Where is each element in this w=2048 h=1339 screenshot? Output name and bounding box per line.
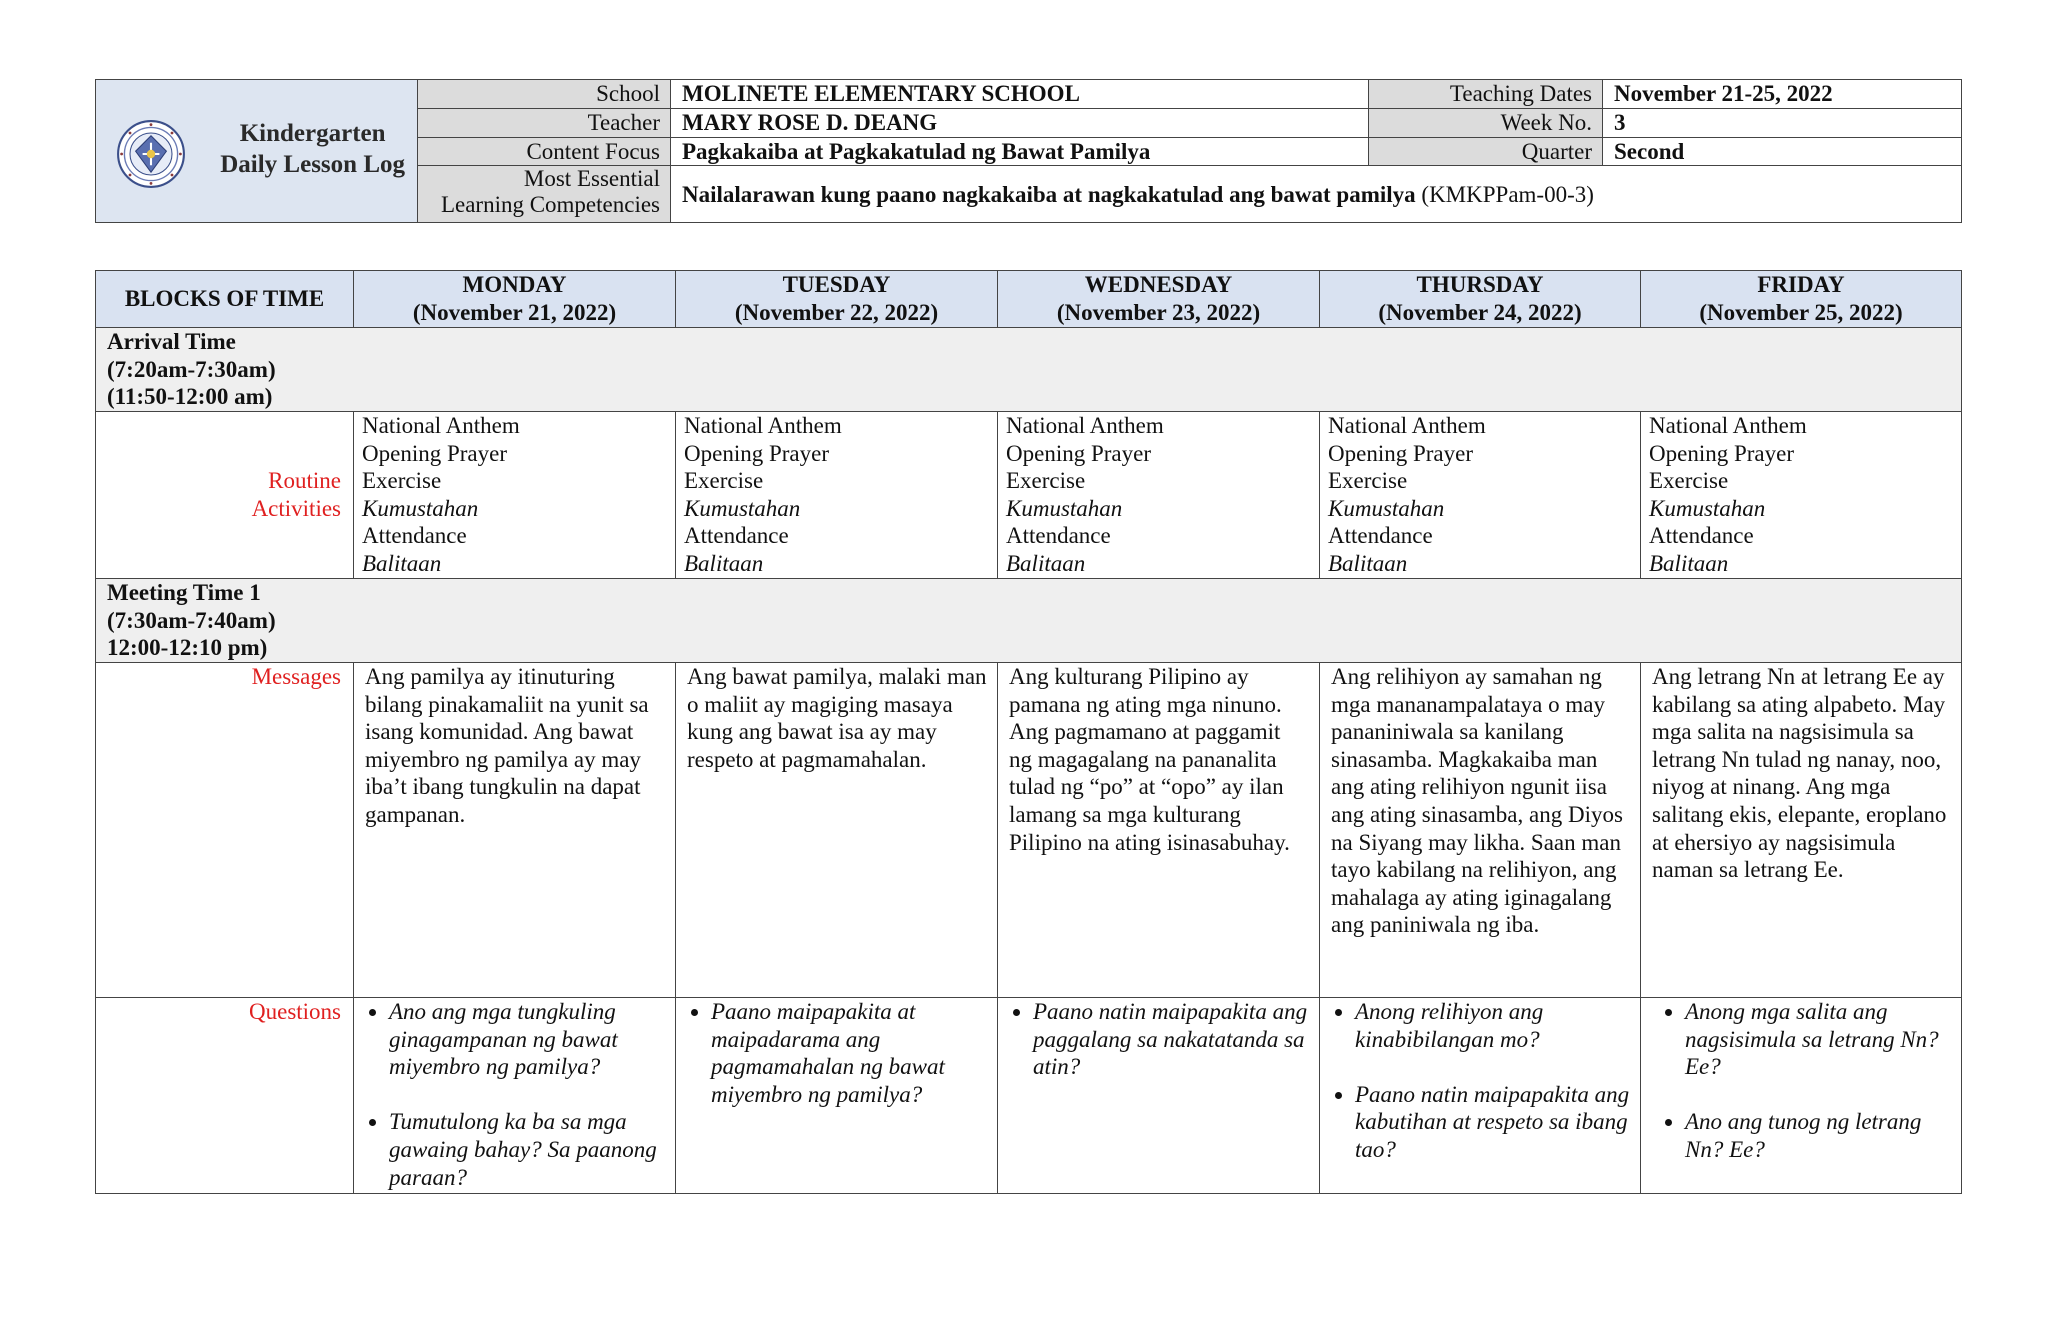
question-list xyxy=(684,998,989,1108)
day-name: THURSDAY xyxy=(1416,272,1544,297)
message-thursday: Ang relihiyon ay samahan ng mga mananampalataya o may pananiniwala sa kanilang sinasamba. Magkakaiba man ang ating relihiyon ngunit iisa ang ating sinasamba, ang Diyos na Siyang may likha. Saan man tayo kabilang na relihiyon, ang mahalaga ay ating iginagalang ang paniniwala ng iba. xyxy=(1320,663,1641,998)
section-time: 12:00-12:10 pm) xyxy=(107,635,268,661)
question-list xyxy=(1328,998,1632,1164)
routine-item: Kumustahan xyxy=(1006,495,1123,521)
routine-item: Attendance xyxy=(362,523,467,549)
routine-item: Kumustahan xyxy=(362,495,479,521)
question-item: • Anong relihiyon ang kinabibilangan mo? xyxy=(1355,998,1632,1053)
teaching-dates-label: Teaching Dates xyxy=(1369,80,1603,109)
questions-wednesday xyxy=(998,998,1320,1194)
routine-item: Attendance xyxy=(1006,523,1111,549)
routine-item: Balitaan xyxy=(362,550,442,576)
routine-item: Exercise xyxy=(1328,468,1408,494)
label-line: Routine xyxy=(268,468,341,494)
question-item: • Ano ang tunog ng letrang Nn? Ee? xyxy=(1685,1108,1953,1163)
melc-label-line1: Most Essential xyxy=(523,166,660,192)
teacher-label: Teacher xyxy=(418,108,671,137)
routine-item: Opening Prayer xyxy=(1649,440,1794,466)
content-focus-label: Content Focus xyxy=(418,137,671,166)
message-tuesday: Ang bawat pamilya, malaki man o maliit ay magiging masaya kung ang bawat isa ay may respeto at pagmamahalan. xyxy=(676,663,998,998)
day-date: (November 23, 2022) xyxy=(1056,300,1261,325)
routine-item: Opening Prayer xyxy=(684,440,829,466)
routine-cell-wednesday xyxy=(998,412,1320,579)
title-line1: Kindergarten xyxy=(239,120,386,147)
message-wednesday: Ang kulturang Pilipino ay pamana ng ating mga ninuno. Ang pagmamano at paggamit ng magagalang na pananalita tulad ng “po” at “opo” ay ilan lamang sa mga kulturang Pilipino na ating isinasabuhay. xyxy=(998,663,1320,998)
teaching-dates-value: November 21-25, 2022 xyxy=(1603,80,1962,109)
questions-thursday xyxy=(1320,998,1641,1194)
routine-item: National Anthem xyxy=(1006,413,1164,438)
day-header-thursday xyxy=(1320,271,1641,328)
questions-tuesday xyxy=(676,998,998,1194)
week-value: 3 xyxy=(1603,108,1962,137)
melc-label xyxy=(418,166,671,223)
deped-seal-icon xyxy=(116,119,186,189)
week-label: Week No. xyxy=(1369,108,1603,137)
routine-item: Kumustahan xyxy=(1649,495,1766,521)
routine-item: Attendance xyxy=(1649,523,1754,549)
day-date: (November 21, 2022) xyxy=(412,300,617,325)
questions-friday xyxy=(1641,998,1962,1194)
routine-item: Balitaan xyxy=(1649,550,1729,576)
quarter-value: Second xyxy=(1603,137,1962,166)
routine-item: Kumustahan xyxy=(684,495,801,521)
routine-item: National Anthem xyxy=(1649,413,1807,438)
message-monday: Ang pamilya ay itinuturing bilang pinakamaliit na yunit sa isang komunidad. Ang bawat miyembro ng pamilya ay may iba’t ibang tungkulin na dapat gampanan. xyxy=(354,663,676,998)
routine-item: Attendance xyxy=(684,523,789,549)
day-name: TUESDAY xyxy=(782,272,891,297)
routine-activities-label xyxy=(96,412,354,579)
routine-cell-monday xyxy=(354,412,676,579)
questions-monday xyxy=(354,998,676,1194)
routine-item: National Anthem xyxy=(684,413,842,438)
message-friday: Ang letrang Nn at letrang Ee ay kabilang sa ating alpabeto. May mga salita na nagsisimula sa letrang Nn tulad ng nanay, noo, niyog at ninang. Ang mga salitang ekis, elepante, eroplano at ehersiyo ay nagsisimula naman sa letrang Ee. xyxy=(1641,663,1962,998)
title-line2: Daily Lesson Log xyxy=(220,151,405,178)
question-item: • Paano natin maipapakita ang kabutihan at respeto sa ibang tao? xyxy=(1355,1081,1632,1164)
routine-item: Balitaan xyxy=(1328,550,1408,576)
section-title: Meeting Time 1 xyxy=(107,580,261,605)
day-header-friday xyxy=(1641,271,1962,328)
arrival-time-section xyxy=(96,328,1962,412)
melc-text: Nailalarawan kung paano nagkakaiba at nagkakatulad ang bawat pamilya xyxy=(682,181,1416,207)
day-header-monday xyxy=(354,271,676,328)
day-header-wednesday xyxy=(998,271,1320,328)
day-date: (November 25, 2022) xyxy=(1699,300,1903,325)
question-item: • Paano natin maipapakita ang paggalang sa nakatatanda sa atin? xyxy=(1033,998,1311,1081)
messages-label: Messages xyxy=(96,663,354,998)
log-title xyxy=(220,118,405,180)
question-list xyxy=(1006,998,1311,1081)
routine-item: Balitaan xyxy=(684,550,764,576)
question-item: • Tumutulong ka ba sa mga gawaing bahay? Sa paanong paraan? xyxy=(389,1108,667,1191)
routine-item: National Anthem xyxy=(362,413,520,438)
content-focus-value: Pagkakaiba at Pagkakatulad ng Bawat Pamilya xyxy=(671,137,1369,166)
question-item: • Ano ang mga tungkuling ginagampanan ng bawat miyembro ng pamilya? xyxy=(389,998,667,1081)
label-line: Activities xyxy=(251,496,341,521)
question-item: • Paano maipapakita at maipadarama ang pagmamahalan ng bawat miyembro ng pamilya? xyxy=(711,998,989,1108)
routine-item: Balitaan xyxy=(1006,550,1086,576)
question-list xyxy=(1649,998,1953,1164)
day-date: (November 22, 2022) xyxy=(734,300,939,325)
question-list xyxy=(362,998,667,1191)
day-name: MONDAY xyxy=(462,272,567,297)
quarter-label: Quarter xyxy=(1369,137,1603,166)
routine-cell-tuesday xyxy=(676,412,998,579)
routine-item: Opening Prayer xyxy=(362,440,507,466)
routine-item: Exercise xyxy=(1649,468,1729,494)
section-title: Arrival Time xyxy=(107,329,236,354)
routine-item: National Anthem xyxy=(1328,413,1486,438)
questions-label: Questions xyxy=(96,998,354,1194)
lesson-table xyxy=(95,270,1962,1194)
routine-item: Exercise xyxy=(684,468,764,494)
blocks-of-time-header: BLOCKS OF TIME xyxy=(96,271,354,328)
routine-item: Exercise xyxy=(1006,468,1086,494)
melc-value xyxy=(671,166,1962,223)
section-time: (7:30am-7:40am) xyxy=(107,607,276,633)
school-label: School xyxy=(418,80,671,109)
routine-item: Attendance xyxy=(1328,523,1433,549)
logo-cell xyxy=(96,80,418,223)
routine-item: Exercise xyxy=(362,468,442,494)
section-time: (11:50-12:00 am) xyxy=(107,384,273,410)
day-date: (November 24, 2022) xyxy=(1378,300,1582,325)
routine-item: Kumustahan xyxy=(1328,495,1445,521)
header-table xyxy=(95,79,1962,223)
melc-code: (KMKPPam-00-3) xyxy=(1415,181,1594,207)
routine-item: Opening Prayer xyxy=(1006,440,1151,466)
melc-label-line2: Learning Competencies xyxy=(440,192,660,218)
day-name: WEDNESDAY xyxy=(1084,272,1233,297)
teacher-value: MARY ROSE D. DEANG xyxy=(671,108,1369,137)
routine-item: Opening Prayer xyxy=(1328,440,1473,466)
section-time: (7:20am-7:30am) xyxy=(107,356,276,382)
question-item: • Anong mga salita ang nagsisimula sa letrang Nn? Ee? xyxy=(1685,998,1953,1081)
routine-cell-thursday xyxy=(1320,412,1641,579)
day-header-tuesday xyxy=(676,271,998,328)
meeting-time-section xyxy=(96,579,1962,663)
day-name: FRIDAY xyxy=(1757,272,1845,297)
routine-cell-friday xyxy=(1641,412,1962,579)
school-value: MOLINETE ELEMENTARY SCHOOL xyxy=(671,80,1369,109)
